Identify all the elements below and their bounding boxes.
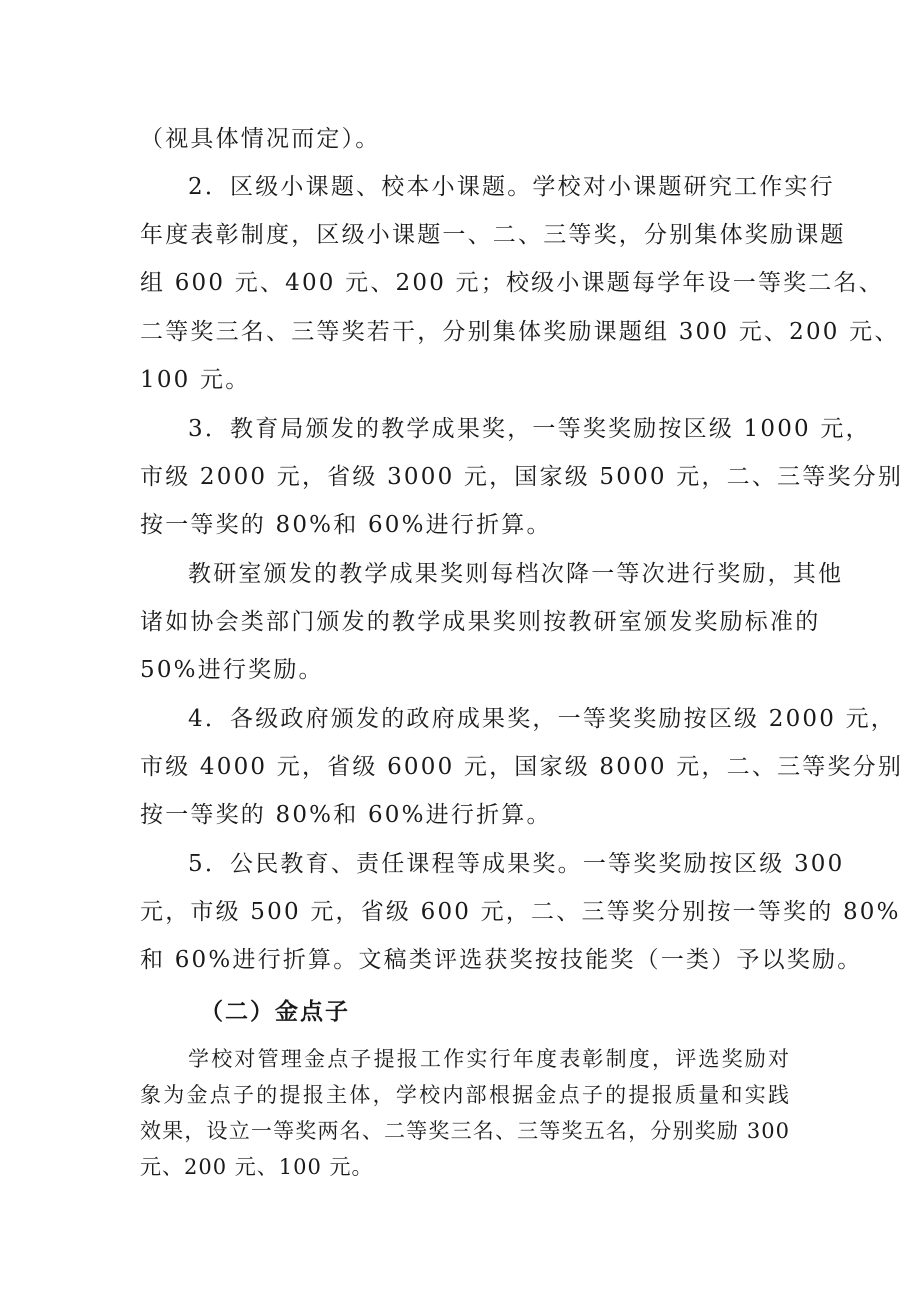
text-line: 5．公民教育、责任课程等成果奖。一等奖奖励按区级 300 <box>188 851 845 877</box>
text-line: 组 600 元、400 元、200 元；校级小课题每学年设一等奖二名、 <box>140 270 884 296</box>
text-line: 2．区级小课题、校本小课题。学校对小课题研究工作实行 <box>188 174 835 200</box>
text-line: 元，市级 500 元，省级 600 元，二、三等奖分别按一等奖的 80% <box>140 899 901 925</box>
text-line: 50%进行奖励。 <box>140 657 324 683</box>
text-line: 年度表彰制度，区级小课题一、二、三等奖，分别集体奖励课题 <box>140 222 846 248</box>
text-line: 诸如协会类部门颁发的教学成果奖则按教研室颁发奖励标准的 <box>140 609 821 635</box>
section-heading: （二）金点子 <box>200 999 350 1025</box>
text-line: 二等奖三名、三等奖若干，分别集体奖励课题组 300 元、200 元、 <box>140 319 900 345</box>
text-line: 100 元。 <box>140 367 251 393</box>
text-line: 教研室颁发的教学成果奖则每档次降一等次进行奖励，其他 <box>188 561 844 587</box>
text-line: 市级 4000 元，省级 6000 元，国家级 8000 元，二、三等奖分别 <box>140 754 904 780</box>
text-line: 4．各级政府颁发的政府成果奖，一等奖奖励按区级 2000 元， <box>188 706 896 732</box>
text-line: 学校对管理金点子提报工作实行年度表彰制度，评选奖励对 <box>188 1047 790 1071</box>
text-line: 按一等奖的 80%和 60%进行折算。 <box>140 512 552 538</box>
text-line: 3．教育局颁发的教学成果奖，一等奖奖励按区级 1000 元， <box>188 416 871 442</box>
text-line: 和 60%进行折算。文稿类评选获奖按技能奖（一类）予以奖励。 <box>140 947 863 973</box>
text-line: 市级 2000 元，省级 3000 元，国家级 5000 元，二、三等奖分别 <box>140 464 904 490</box>
text-line: 元、200 元、100 元。 <box>140 1155 374 1179</box>
text-line: 效果，设立一等奖两名、二等奖三名、三等奖五名，分别奖励 300 <box>140 1119 790 1143</box>
text-line: 象为金点子的提报主体，学校内部根据金点子的提报质量和实践 <box>140 1083 790 1107</box>
text-line: 按一等奖的 80%和 60%进行折算。 <box>140 802 552 828</box>
text-line: （视具体情况而定）。 <box>140 126 381 152</box>
